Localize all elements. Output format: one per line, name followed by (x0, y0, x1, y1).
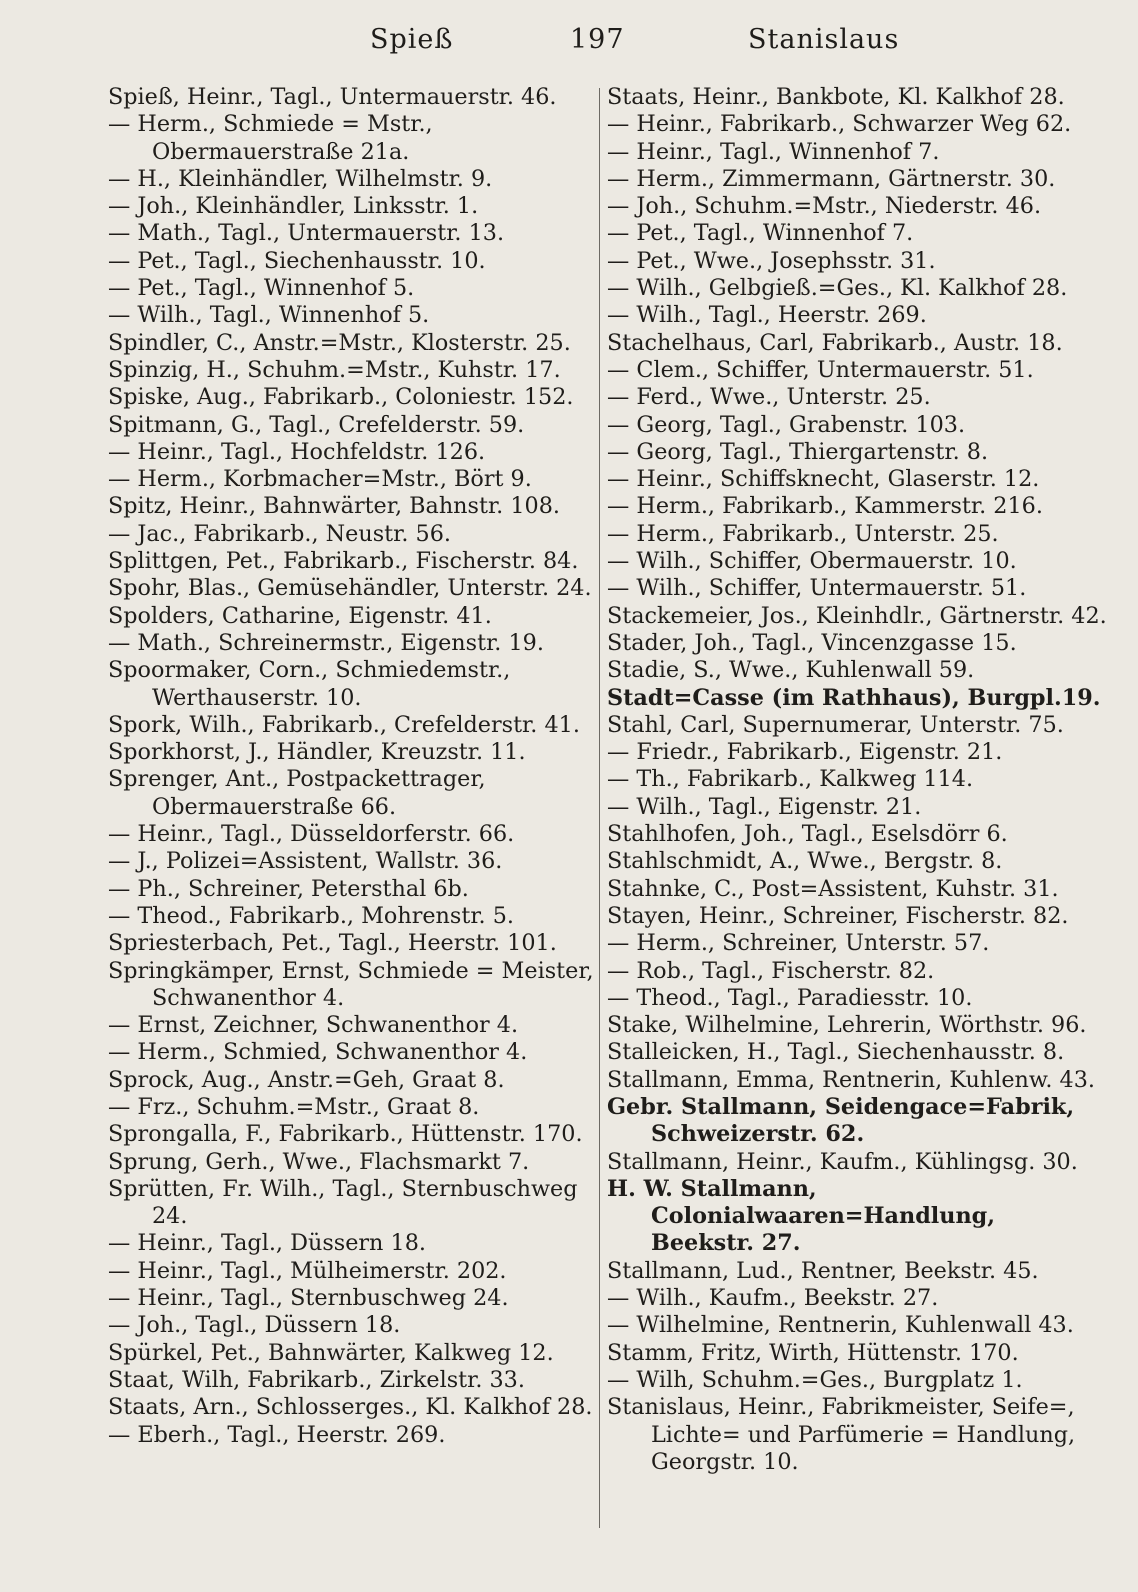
entry: — Friedr., Fabrikarb., Eigenstr. 21. (607, 739, 1003, 766)
entry: — J., Polizei=Assistent, Wallstr. 36. (108, 848, 503, 875)
entry: Stanislaus, Heinr., Fabrikmeister, Seife=, Lichte= und Parfümerie = Handlung, Georgstr. 10. (607, 1394, 1076, 1475)
entry: Stahl, Carl, Supernumerar, Unterstr. 75. (607, 711, 1064, 738)
entry: — Pet., Tagl., Winnenhof 5. (108, 275, 415, 302)
entry: — Ph., Schreiner, Petersthal 6b. (108, 875, 469, 902)
entry-highlight: Gebr. Stallmann, Seidengace=Fabrik, Schweizerstr. 62. (607, 1093, 1075, 1148)
header-left-keyword: Spieß (370, 24, 454, 55)
entry: Stahlschmidt, A., Wwe., Bergstr. 8. (607, 848, 1003, 875)
entry: Spitz, Heinr., Bahnwärter, Bahnstr. 108. (108, 493, 560, 520)
entry: Spürkel, Pet., Bahnwärter, Kalkweg 12. (108, 1339, 554, 1366)
entry: — Georg, Tagl., Grabenstr. 103. (607, 411, 966, 438)
entry: — Heinr., Tagl., Mülheimerstr. 202. (108, 1257, 507, 1284)
entry: — Herm., Schreiner, Unterstr. 57. (607, 930, 990, 957)
column-divider (599, 88, 600, 1528)
entry: — Joh., Kleinhändler, Linksstr. 1. (108, 193, 479, 220)
entry: — Pet., Tagl., Winnenhof 7. (607, 220, 914, 247)
entry: — Ferd., Wwe., Unterstr. 25. (607, 384, 931, 411)
entry: — Pet., Wwe., Josephsstr. 31. (607, 247, 936, 274)
entry: Stamm, Fritz, Wirth, Hüttenstr. 170. (607, 1339, 1019, 1366)
header-right-keyword: Stanislaus (748, 24, 900, 55)
page-number: 197 (570, 24, 625, 55)
entry: — Heinr., Schiffsknecht, Glaserstr. 12. (607, 466, 1040, 493)
entry: — Theod., Tagl., Paradiesstr. 10. (607, 984, 973, 1011)
entry: Spohr, Blas., Gemüsehändler, Unterstr. 24. (108, 575, 592, 602)
entry: Spiske, Aug., Fabrikarb., Coloniestr. 152. (108, 384, 574, 411)
entry: Stallmann, Heinr., Kaufm., Kühlingsg. 30. (607, 1148, 1078, 1175)
entry: — Wilh., Gelbgieß.=Ges., Kl. Kalkhof 28. (607, 275, 1068, 302)
entry: — Joh., Tagl., Düssern 18. (108, 1312, 401, 1339)
entry: — Herm., Fabrikarb., Unterstr. 25. (607, 520, 999, 547)
entry: Spieß, Heinr., Tagl., Untermauerstr. 46. (108, 84, 557, 110)
entry: Spindler, C., Anstr.=Mstr., Klosterstr. 25. (108, 329, 571, 356)
right-column (607, 84, 1107, 1476)
left-column (108, 84, 598, 1449)
entry-highlight: H. W. Stallmann, Colonialwaaren=Handlung, Beekstr. 27. (607, 1175, 996, 1257)
entry: — Wilh., Tagl., Winnenhof 5. (108, 302, 430, 329)
entry: Staats, Arn., Schlosserges., Kl. Kalkhof 28. (108, 1394, 593, 1421)
entry: Staats, Heinr., Bankbote, Kl. Kalkhof 28. (607, 84, 1065, 110)
entry: Sporkhorst, J., Händler, Kreuzstr. 11. (108, 739, 526, 766)
entry: Spitmann, G., Tagl., Crefelderstr. 59. (108, 411, 525, 438)
entry: Spriesterbach, Pet., Tagl., Heerstr. 101. (108, 930, 557, 957)
entry: — Jac., Fabrikarb., Neustr. 56. (108, 520, 451, 547)
entry: — Rob., Tagl., Fischerstr. 82. (607, 957, 935, 984)
entry: Spoormaker, Corn., Schmiedemstr., Werthauserstr. 10. (108, 657, 511, 711)
entry: Stake, Wilhelmine, Lehrerin, Wörthstr. 96. (607, 1012, 1087, 1039)
entry: — Math., Schreinermstr., Eigenstr. 19. (108, 629, 544, 656)
entry: — Wilh, Schuhm.=Ges., Burgplatz 1. (607, 1366, 1023, 1393)
entry: — Herm., Fabrikarb., Kammerstr. 216. (607, 493, 1043, 520)
entry: Stadie, S., Wwe., Kuhlenwall 59. (607, 657, 975, 684)
entry: Stallmann, Emma, Rentnerin, Kuhlenw. 43. (607, 1066, 1095, 1093)
entry: — Herm., Zimmermann, Gärtnerstr. 30. (607, 165, 1056, 192)
entry: Springkämper, Ernst, Schmiede = Meister, Schwanenthor 4. (108, 957, 594, 1011)
entry: Splittgen, Pet., Fabrikarb., Fischerstr. 84. (108, 548, 579, 575)
entry: — Wilh., Tagl., Eigenstr. 21. (607, 793, 922, 820)
entry: — Eberh., Tagl., Heerstr. 269. (108, 1421, 446, 1448)
entry: — Ernst, Zeichner, Schwanenthor 4. (108, 1012, 519, 1039)
entry: — Wilhelmine, Rentnerin, Kuhlenwall 43. (607, 1312, 1074, 1339)
entry: — Wilh., Schiffer, Obermauerstr. 10. (607, 548, 1017, 575)
entry: Spinzig, H., Schuhm.=Mstr., Kuhstr. 17. (108, 356, 561, 383)
entry: Sprütten, Fr. Wilh., Tagl., Sternbuschweg 24. (108, 1175, 578, 1230)
entry: Stahlhofen, Joh., Tagl., Eselsdörr 6. (607, 821, 1008, 848)
entry: — Th., Fabrikarb., Kalkweg 114. (607, 766, 974, 793)
entry: Stallmann, Lud., Rentner, Beekstr. 45. (607, 1257, 1039, 1284)
entry: — Frz., Schuhm.=Mstr., Graat 8. (108, 1093, 480, 1120)
entry: Sprongalla, F., Fabrikarb., Hüttenstr. 170. (108, 1121, 583, 1148)
entry: Stader, Joh., Tagl., Vincenzgasse 15. (607, 629, 1017, 656)
entry: — Herm., Schmiede = Mstr., Obermauerstraße 21a. (108, 111, 433, 165)
entry: Spork, Wilh., Fabrikarb., Crefelderstr. 41. (108, 711, 580, 738)
entry-highlight: Stadt=Casse (im Rathhaus), Burgpl.19. (607, 684, 1101, 711)
entry: — Heinr., Fabrikarb., Schwarzer Weg 62. (607, 111, 1072, 138)
entry: Sprenger, Ant., Postpackettrager, Obermauerstraße 66. (108, 766, 486, 820)
entry: — Heinr., Tagl., Sternbuschweg 24. (108, 1285, 509, 1312)
entry: — Theod., Fabrikarb., Mohrenstr. 5. (108, 902, 514, 929)
page-header (0, 18, 1138, 62)
entry: Sprock, Aug., Anstr.=Geh, Graat 8. (108, 1066, 505, 1093)
entry: Stayen, Heinr., Schreiner, Fischerstr. 82. (607, 902, 1069, 929)
entry: Spolders, Catharine, Eigenstr. 41. (108, 602, 492, 629)
entry: — Georg, Tagl., Thiergartenstr. 8. (607, 438, 989, 465)
entry: — Wilh., Schiffer, Untermauerstr. 51. (607, 575, 1027, 602)
entry: — Herm., Schmied, Schwanenthor 4. (108, 1039, 528, 1066)
entry: — H., Kleinhändler, Wilhelmstr. 9. (108, 165, 493, 192)
entry: Stackemeier, Jos., Kleinhdlr., Gärtnerstr. 42. (607, 602, 1107, 629)
entry: Stachelhaus, Carl, Fabrikarb., Austr. 18. (607, 329, 1063, 356)
entry: — Math., Tagl., Untermauerstr. 13. (108, 220, 505, 247)
entry: — Heinr., Tagl., Düssern 18. (108, 1230, 426, 1257)
entry: — Heinr., Tagl., Hochfeldstr. 126. (108, 438, 486, 465)
entry: Staat, Wilh, Fabrikarb., Zirkelstr. 33. (108, 1366, 525, 1393)
entry: — Heinr., Tagl., Düsseldorferstr. 66. (108, 821, 515, 848)
entry: Stalleicken, H., Tagl., Siechenhausstr. 8. (607, 1039, 1065, 1066)
entry: — Joh., Schuhm.=Mstr., Niederstr. 46. (607, 193, 1042, 220)
entry: — Pet., Tagl., Siechenhausstr. 10. (108, 247, 486, 274)
entry: — Herm., Korbmacher=Mstr., Bört 9. (108, 466, 532, 493)
entry: — Heinr., Tagl., Winnenhof 7. (607, 138, 940, 165)
entry: — Wilh., Kaufm., Beekstr. 27. (607, 1285, 939, 1312)
entry: Sprung, Gerh., Wwe., Flachsmarkt 7. (108, 1148, 530, 1175)
entry: Stahnke, C., Post=Assistent, Kuhstr. 31. (607, 875, 1059, 902)
entry: — Clem., Schiffer, Untermauerstr. 51. (607, 356, 1034, 383)
entry: — Wilh., Tagl., Heerstr. 269. (607, 302, 927, 329)
